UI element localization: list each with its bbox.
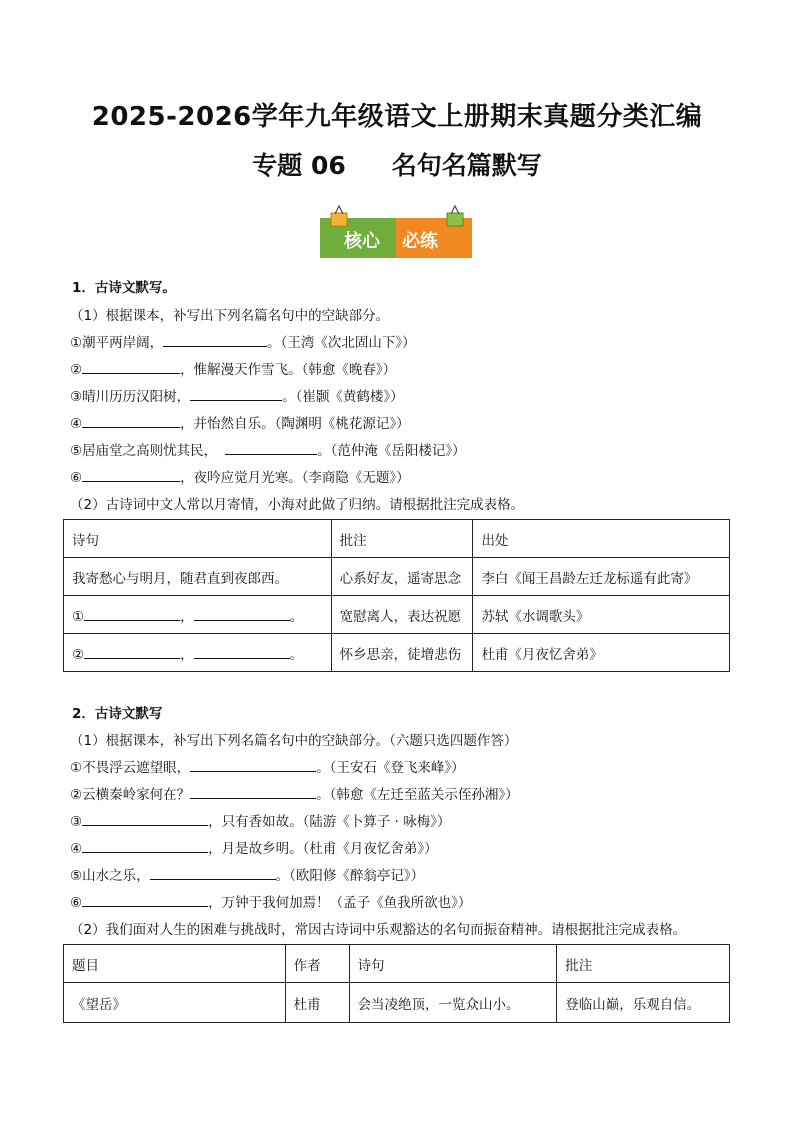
q1-item-2: ② ，惟解漫天作雪飞。（韩愈《晚春》） xyxy=(70,358,396,378)
table-header: 诗句 xyxy=(349,945,557,983)
table-header: 诗句 xyxy=(64,520,332,558)
table-row xyxy=(64,596,730,634)
table-cell: 李白《闻王昌龄左迁龙标遥有此寄》 xyxy=(473,558,730,596)
table-cell: 杜甫 xyxy=(285,983,349,1023)
table-cell: 登临山巅，乐观自信。 xyxy=(557,983,730,1023)
table-header: 作者 xyxy=(285,945,349,983)
q2-item-2: ②云横秦岭家何在？ 。（韩愈《左迁至蓝关示侄孙湘》） xyxy=(70,783,519,803)
table-header: 题目 xyxy=(64,945,286,983)
q2-item-4: ④ ，月是故乡明。（杜甫《月夜忆舍弟》） xyxy=(70,837,438,857)
badge-left-label: 核心 xyxy=(344,231,380,252)
q2-item-3: ③ ，只有香如故。（陆游《卜算子 · 咏梅》） xyxy=(70,810,450,830)
answer-blank[interactable] xyxy=(190,757,316,772)
table-cell: 宽慰离人，表达祝愿 xyxy=(331,596,473,634)
table-cell: 《望岳》 xyxy=(64,983,286,1023)
answer-blank[interactable] xyxy=(150,865,276,880)
q1-item-1: ①潮平两岸阔， 。（王湾《次北固山下》） xyxy=(70,331,416,351)
core-practice-badge xyxy=(320,218,472,258)
paper-clip-icon xyxy=(328,204,350,228)
q2-part1-instruction: （1）根据课本，补写出下列名篇名句中的空缺部分。（六题只选四题作答） xyxy=(70,733,518,749)
paper-clip-icon xyxy=(444,204,466,228)
topic-number: 专题 06 xyxy=(252,151,346,180)
answer-blank[interactable] xyxy=(194,606,290,621)
q2-item-1: ①不畏浮云遮望眼， 。（王安石《登飞来峰》） xyxy=(70,756,465,776)
q2-item-6: ⑥ ，万钟于我何加焉！（孟子《鱼我所欲也》） xyxy=(70,891,471,911)
answer-blank[interactable] xyxy=(82,359,180,374)
document-title: 2025-2026学年九年级语文上册期末真题分类汇编 xyxy=(91,102,703,132)
answer-blank[interactable] xyxy=(84,606,180,621)
q1-item-6: ⑥ ，夜吟应觉月光寒。（李商隐《无题》） xyxy=(70,466,410,486)
answer-blank[interactable] xyxy=(82,892,208,907)
answer-blank[interactable] xyxy=(84,644,180,659)
badge-right-label: 必练 xyxy=(402,231,438,252)
answer-blank[interactable] xyxy=(82,467,180,482)
answer-blank[interactable] xyxy=(190,784,316,799)
q2-part2-instruction: （2）我们面对人生的困难与挑战时，常因古诗词中乐观豁达的名句而振奋精神。请根据批注完成表格。 xyxy=(70,922,687,938)
table-cell: 心系好友，遥寄思念 xyxy=(331,558,473,596)
q1-moon-table xyxy=(63,519,730,672)
topic-name: 名句名篇默写 xyxy=(391,151,542,180)
answer-blank[interactable] xyxy=(194,644,290,659)
answer-blank[interactable] xyxy=(82,413,180,428)
table-cell: 杜甫《月夜忆舍弟》 xyxy=(473,634,730,672)
q1-part1-instruction: （1）根据课本，补写出下列名篇名句中的空缺部分。 xyxy=(70,308,390,324)
q1-item-3: ③晴川历历汉阳树， 。（崔颢《黄鹤楼》） xyxy=(70,385,404,405)
table-cell: 会当凌绝顶，一览众山小。 xyxy=(349,983,557,1023)
table-header-row xyxy=(64,945,730,983)
table-header: 出处 xyxy=(473,520,730,558)
table-cell: ① ， 。 xyxy=(64,596,332,634)
answer-blank[interactable] xyxy=(163,332,267,347)
table-cell: 苏轼《水调歌头》 xyxy=(473,596,730,634)
q1-item-4: ④ ，并怡然自乐。（陶渊明《桃花源记》） xyxy=(70,412,410,432)
q1-part2-instruction: （2）古诗词中文人常以月寄情，小海对此做了归纳。请根据批注完成表格。 xyxy=(70,497,525,513)
q1-item-5: ⑤居庙堂之高则忧其民， 。（范仲淹《岳阳楼记》） xyxy=(70,439,466,459)
table-cell: 我寄愁心与明月，随君直到夜郎西。 xyxy=(64,558,332,596)
q2-item-5: ⑤山水之乐， 。（欧阳修《醉翁亭记》） xyxy=(70,864,424,884)
table-cell: ② ， 。 xyxy=(64,634,332,672)
table-header-row xyxy=(64,520,730,558)
answer-blank[interactable] xyxy=(82,811,208,826)
table-header: 批注 xyxy=(557,945,730,983)
table-cell: 怀乡思亲，徒增悲伤 xyxy=(331,634,473,672)
answer-blank[interactable] xyxy=(82,838,208,853)
question-1-heading: 1．古诗文默写。 xyxy=(72,280,176,296)
answer-blank[interactable] xyxy=(190,386,282,401)
table-row xyxy=(64,558,730,596)
q2-optimism-table xyxy=(63,944,730,1023)
document-subtitle xyxy=(0,146,794,182)
answer-blank[interactable] xyxy=(225,440,317,455)
table-row xyxy=(64,983,730,1023)
table-row xyxy=(64,634,730,672)
table-header: 批注 xyxy=(331,520,473,558)
question-2-heading: 2．古诗文默写 xyxy=(72,706,163,722)
